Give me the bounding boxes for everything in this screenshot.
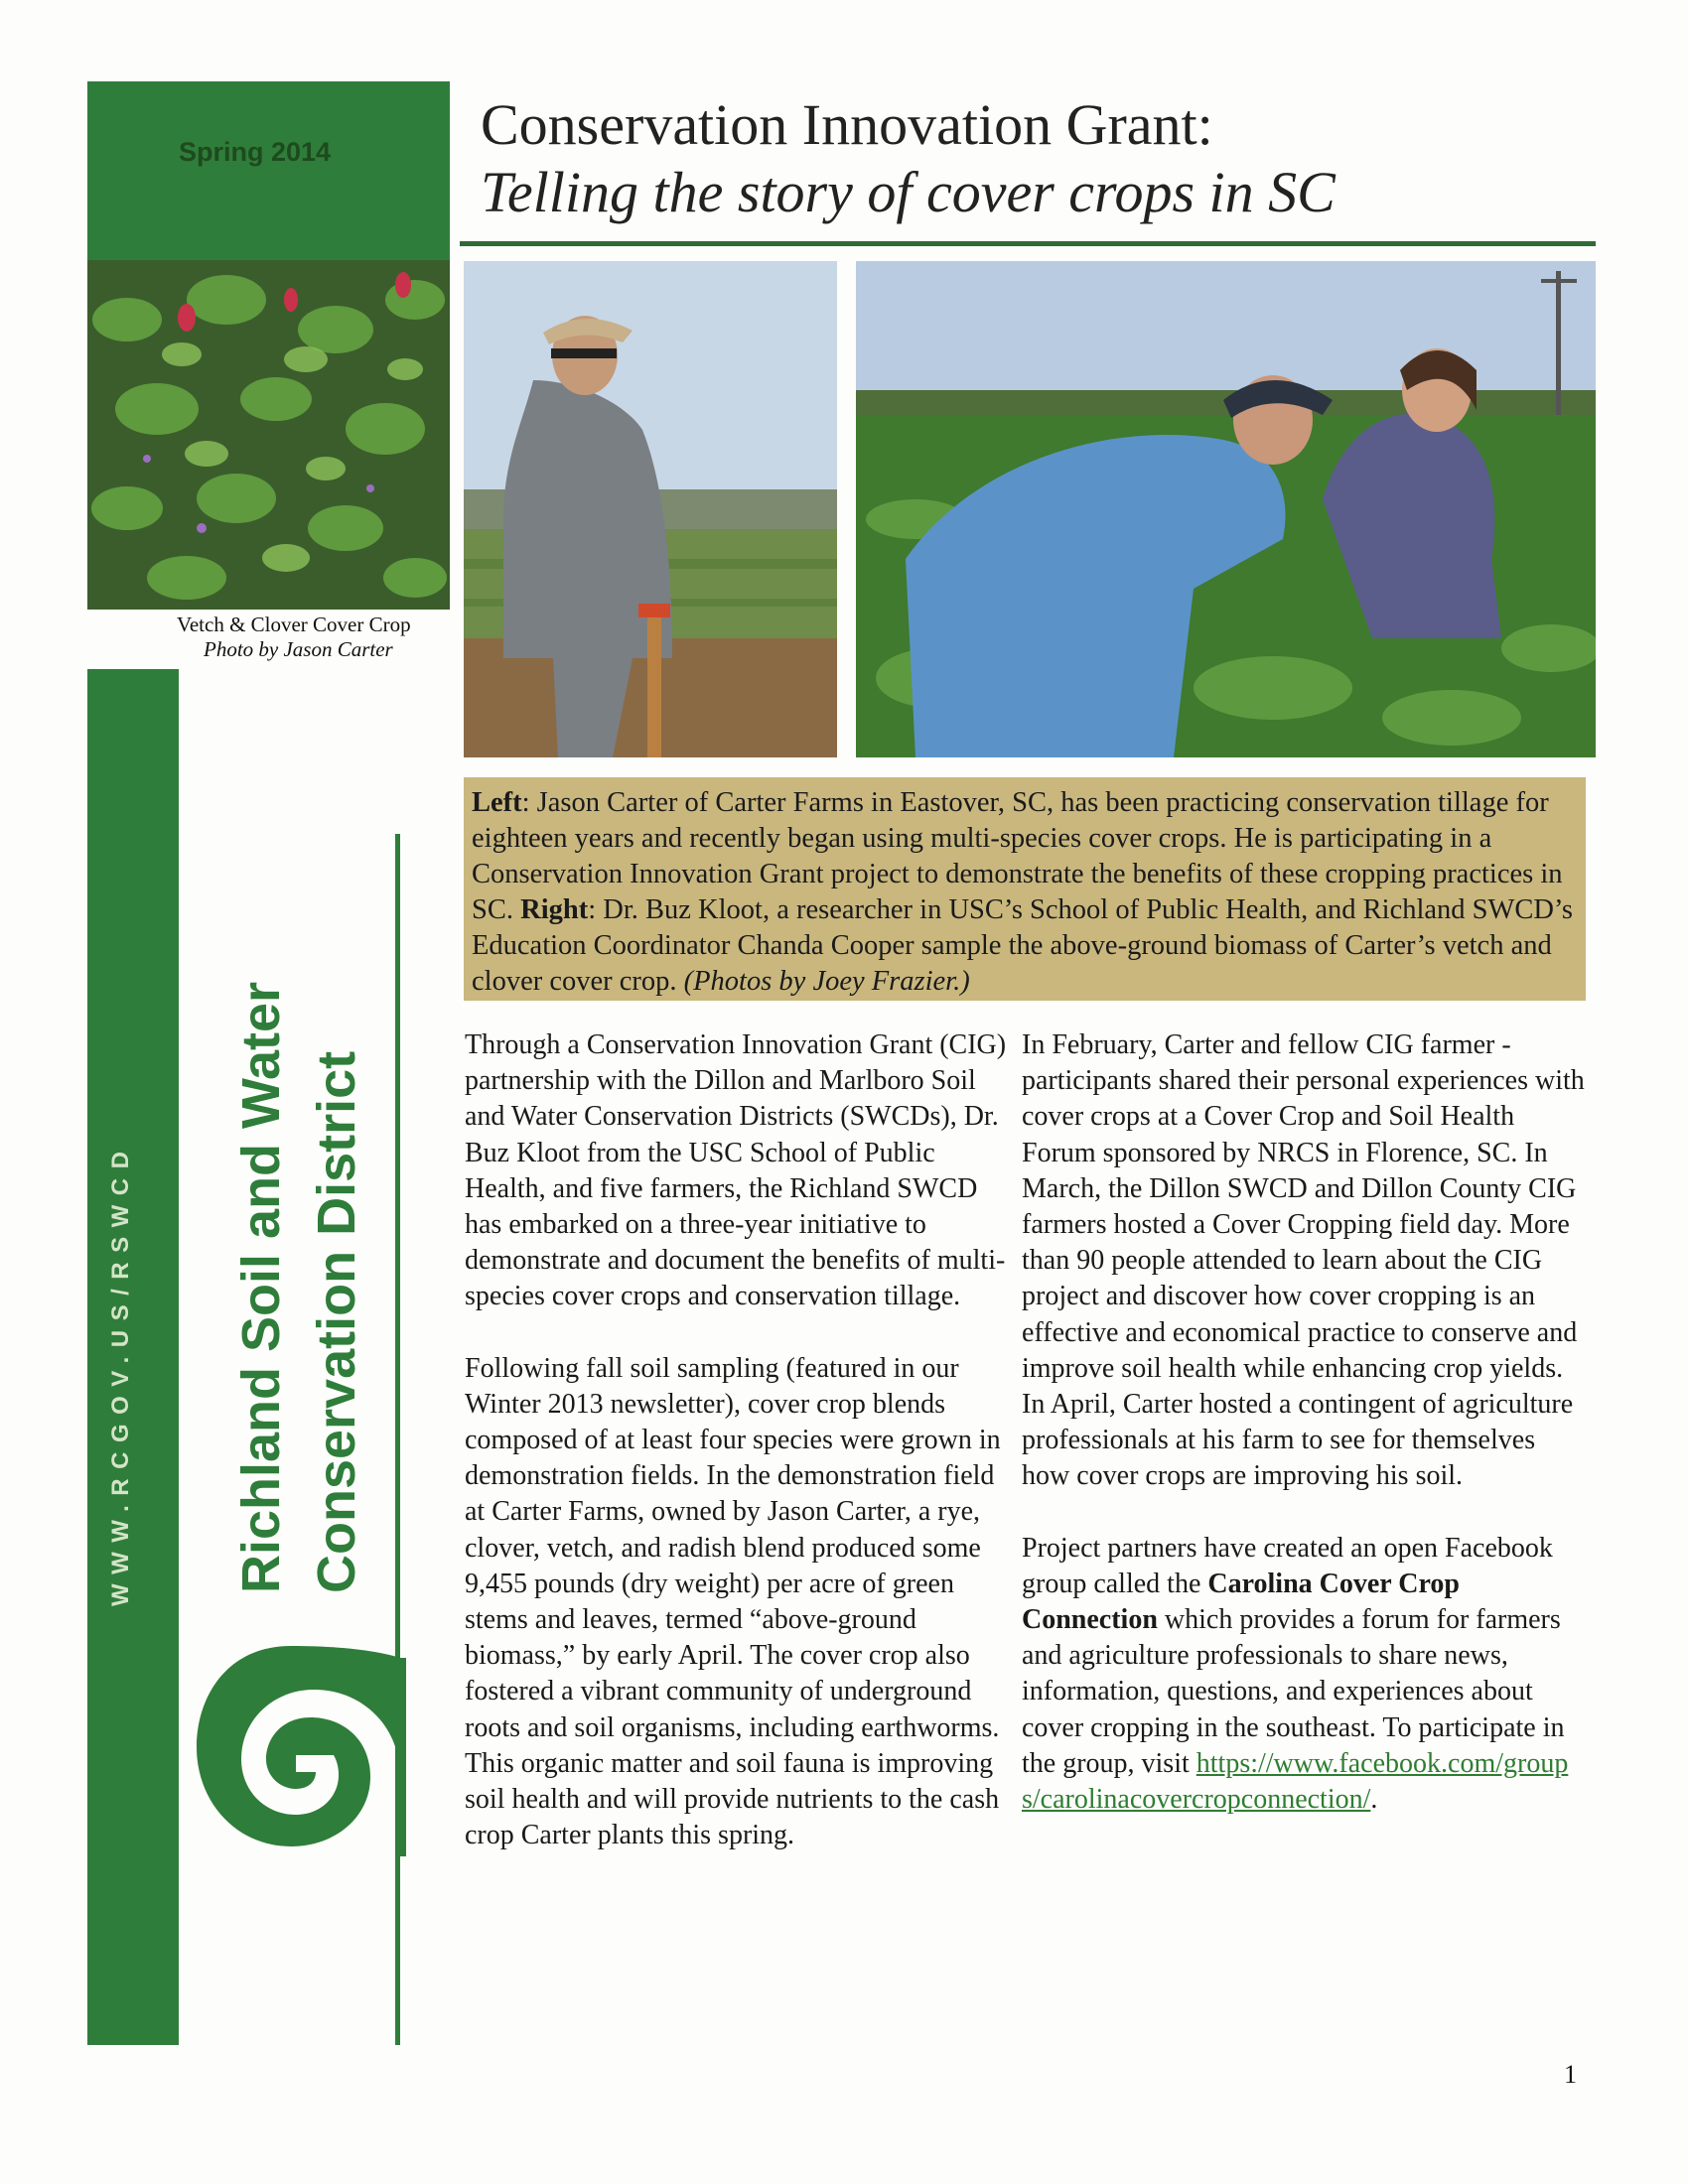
issue-season: Spring 2014: [179, 137, 332, 167]
org-name-line1: Richland Soil and Water: [231, 981, 291, 1593]
body-text: .: [1370, 1784, 1378, 1816]
jason-carter-photo: [464, 261, 837, 757]
caption-left-text: : Jason Carter of Carter Farms in Eastover, SC, has been practicing conservation tillage for eighteen years and recently began using multi-species cover crops. He is participating in a Conservation Innovation Grant project to demonstrate the benefits of these cropping practices in SC.: [472, 787, 1563, 925]
body-column-left: [465, 1027, 1009, 1889]
facebook-group-link[interactable]: https://www.facebook.com/groups/carolinacovercropconnection/: [1022, 1747, 1569, 1816]
sidebar-photo-caption: Vetch & Clover Cover Crop: [177, 613, 411, 636]
biomass-sampling-photo: [856, 261, 1596, 757]
body-text: Project partners have created an open Facebook group called the: [1022, 1532, 1553, 1599]
page-subtitle: Telling the story of cover crops in SC: [481, 160, 1336, 224]
caption-photo-credit: (Photos by Joey Frazier.): [683, 966, 970, 997]
org-name-line2: Conservation District: [307, 1050, 366, 1593]
facebook-group-name: Carolina Cover Crop Connection: [1022, 1568, 1460, 1636]
caption-right-label: Right: [520, 894, 589, 925]
body-column-right: [1022, 1027, 1585, 1853]
page-title: Conservation Innovation Grant:: [481, 92, 1213, 157]
vetch-clover-photo: [87, 260, 450, 610]
sidebar-photo-credit: Photo by Jason Carter: [204, 637, 393, 661]
website-url[interactable]: WWW.RCGOV.US/RSWCD: [107, 1142, 134, 1606]
body-paragraph-facebook: [1022, 1531, 1585, 1819]
title-divider: [460, 241, 1596, 246]
photo-caption-box: [464, 777, 1586, 1001]
caption-right-text: : Dr. Buz Kloot, a researcher in USC’s School of Public Health, and Richland SWCD’s Education Coordinator Chanda Cooper sample the above-ground biomass of Carter’s vetch and clover cover crop.: [472, 894, 1574, 997]
body-paragraph: In February, Carter and fellow CIG farmer -participants shared their personal experiences with cover crops at a Cover Crop and Soil Health Forum sponsored by NRCS in Florence, SC. In March, the Dillon SWCD and Dillon County CIG farmers hosted a Cover Cropping field day. More than 90 people attended to learn about the CIG project and discover how cover cropping is an effective and economical practice to conserve and improve soil health while enhancing crop yields. In April, Carter hosted a contingent of agriculture professionals at his farm to see for themselves how cover crops are improving his soil.: [1022, 1029, 1585, 1492]
body-paragraph: Through a Conservation Innovation Grant (CIG) partnership with the Dillon and Marlboro Soil and Water Conservation Districts (SWCDs), Dr. Buz Kloot from the USC School of Public Health, and five farmers, the Richland SWCD has embarked on a three-year initiative to demonstrate and document the benefits of multi-species cover crops and conservation tillage.: [465, 1029, 1007, 1312]
body-paragraph: Following fall soil sampling (featured in our Winter 2013 newsletter), cover crop blends composed of at least four species were grown in demonstration fields. In the demonstration field at Carter Farms, owned by Jason Carter, a rye, clover, vetch, and radish blend produced some 9,455 pounds (dry weight) per acre of green stems and leaves, termed “above-ground biomass,” by early April. The cover crop also fostered a vibrant community of underground roots and soil organisms, including earthworms. This organic matter and soil fauna is improving soil health and will provide nutrients to the cash crop Carter plants this spring.: [465, 1352, 1001, 1851]
district-logo-icon: [197, 1628, 415, 1866]
caption-left-label: Left: [472, 787, 522, 818]
body-text: which provides a forum for farmers and agriculture professionals to share news, information, questions, and experiences about cover cropping in the southeast. To participate in the group, visit: [1022, 1604, 1565, 1779]
page-number: 1: [1564, 2060, 1577, 2089]
